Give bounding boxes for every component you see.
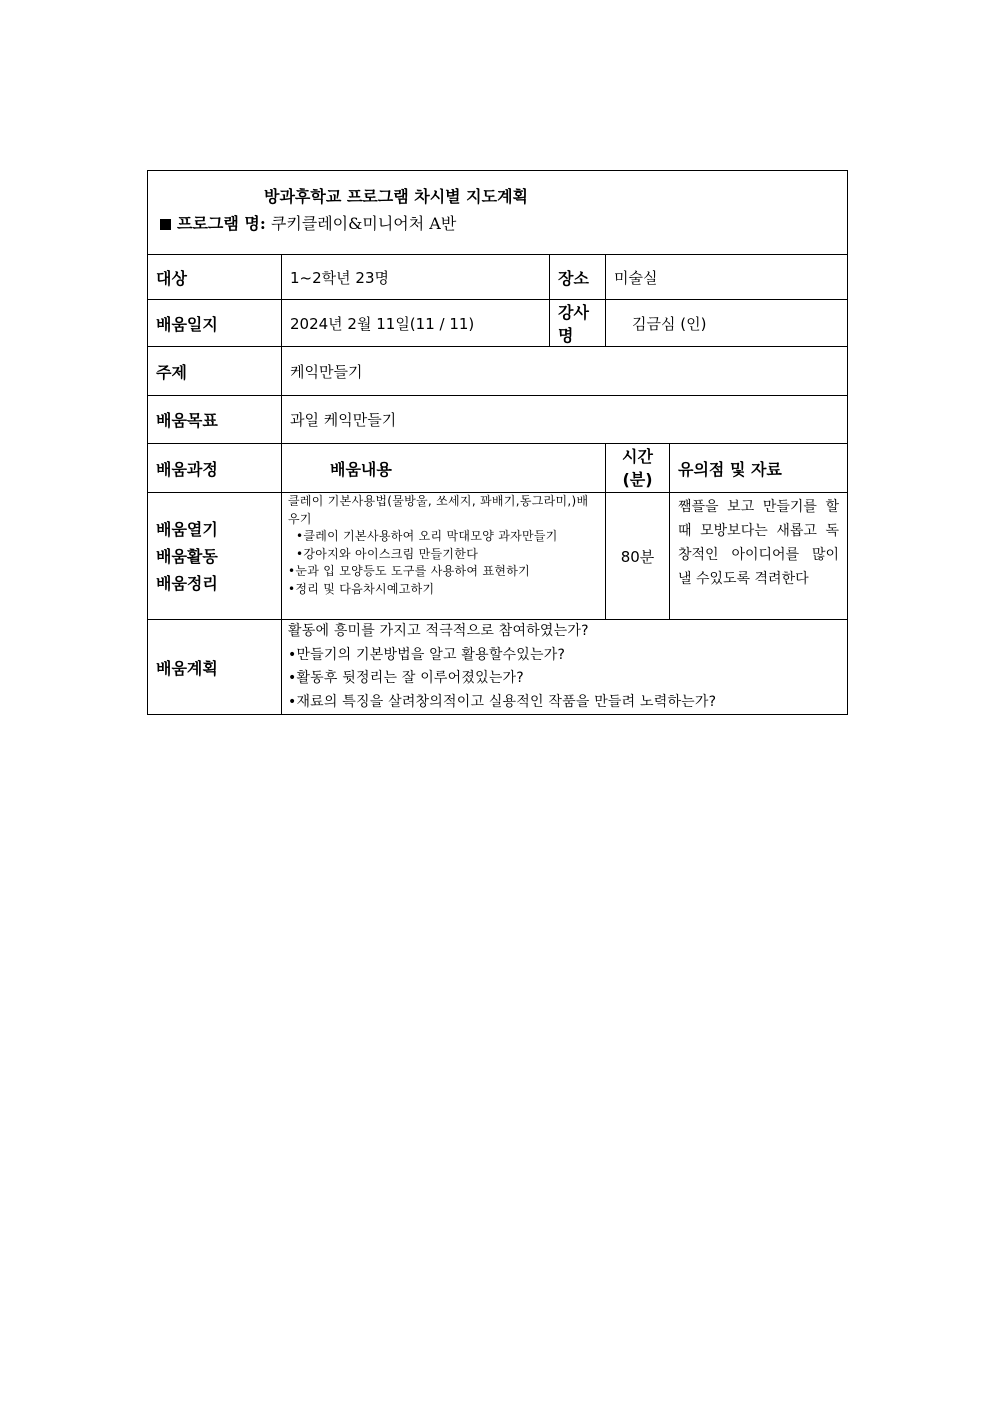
lesson-plan-table: [147, 170, 848, 715]
teacher-value: 김금심 (인): [606, 300, 848, 347]
stages-cell: [148, 493, 282, 620]
time-head-line2: (분): [622, 470, 653, 489]
notes-head: 유의점 및 자료: [670, 444, 848, 493]
content-cell: [282, 493, 606, 620]
eval-line: •활동후 뒷정리는 잘 이루어졌있는가?: [288, 670, 524, 686]
stage-activity: 배움활동: [156, 546, 218, 566]
content-line: •강아지와 아이스크림 만들기한다: [296, 546, 479, 561]
stage-open: 배움열기: [156, 519, 218, 539]
stage-head: 배움과정: [148, 444, 282, 493]
eval-cell: [282, 620, 848, 715]
eval-label: 배움계획: [148, 620, 282, 715]
content-line: •클레이 기본사용하여 오리 막대모양 과자만들기: [296, 529, 558, 543]
eval-line: •재료의 특징을 살려창의적이고 실용적인 작품을 만들려 노력하는가?: [288, 693, 717, 710]
header-cell: [148, 171, 848, 255]
content-line: •정리 및 다음차시예고하기: [288, 581, 435, 596]
place-label: 장소: [550, 255, 606, 300]
topic-value: 케익만들기: [282, 347, 848, 396]
content-line: •눈과 입 모양등도 도구를 사용하여 표현하기: [288, 564, 531, 578]
time-head: [606, 444, 670, 493]
program-line: [156, 211, 839, 237]
plan-title: 방과후학교 프로그램 차시별 지도계획: [264, 187, 529, 206]
goal-value: 과일 케익만들기: [282, 396, 848, 444]
square-bullet-icon: [160, 219, 171, 230]
date-label: 배움일지: [148, 300, 282, 347]
time-head-line1: 시간: [622, 447, 653, 466]
teacher-label: 강사명: [550, 300, 606, 347]
stage-wrapup: 배움정리: [156, 573, 218, 593]
place-value: 미술실: [606, 255, 848, 300]
goal-label: 배움목표: [148, 396, 282, 444]
topic-label: 주제: [148, 347, 282, 396]
program-label: 프로그램 명:: [177, 214, 266, 233]
eval-line: •만들기의 기본방법을 알고 활용할수있는가?: [288, 646, 566, 663]
date-value: 2024년 2월 11일(11 / 11): [282, 300, 550, 347]
program-name: 쿠키클레이&미니어처 A반: [270, 214, 457, 233]
content-line: 클레이 기본사용법(물방울, 쏘세지, 꽈배기,동그라미,)배우기: [288, 494, 589, 526]
target-label: 대상: [148, 255, 282, 300]
notes-value: 쨈플을 보고 만들기를 할 때 모방보다는 새롭고 독창적인 아이디어를 많이 낼 수있도록 격려한다: [670, 493, 848, 620]
time-value: 80분: [606, 493, 670, 620]
target-value: 1~2학년 23명: [282, 255, 550, 300]
eval-line: 활동에 흥미를 가지고 적극적으로 참여하였는가?: [288, 623, 589, 639]
content-head: 배움내용: [282, 444, 606, 493]
